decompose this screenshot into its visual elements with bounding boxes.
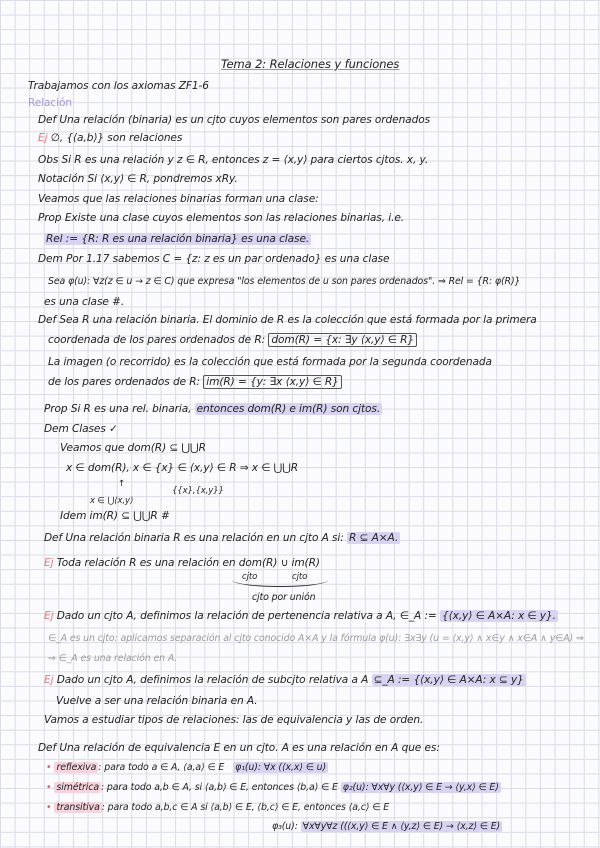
- reflexive-text: : para todo a ∈ A, ⟨a,a⟩ ∈ E: [98, 762, 225, 773]
- es-clase-line: es una clase #.: [44, 296, 125, 308]
- example-label: Ej: [38, 132, 48, 144]
- definition-image-2: [48, 375, 342, 389]
- transitive-text: : para todo a,b,c ∈ A si ⟨a,b⟩ ∈ E, ⟨b,c⟩ ∈ E, entonces ⟨a,c⟩ ∈ E: [101, 802, 390, 813]
- bullet-icon: •: [46, 782, 52, 793]
- symmetric-formula: φ₂(u): ∀x∀y (⟨x,y⟩ ∈ E → ⟨y,x⟩ ∈ E): [342, 782, 499, 793]
- example-3-note-2: ⇒ ∈_A es una relación en A.: [48, 653, 178, 664]
- transitive-item: [46, 801, 389, 815]
- definition-equivalence: Def Una relación de equivalencia E en un cjto. A es una relación en A que es:: [38, 742, 440, 754]
- bullet-icon: •: [46, 802, 52, 813]
- definition-relation-in-set: [44, 531, 400, 545]
- example-text: ∅, {⟨a,b⟩} son relaciones: [50, 132, 183, 144]
- cjto-label-b: cjto: [292, 572, 308, 582]
- section-heading: Relación: [28, 97, 73, 109]
- proposition-2: [44, 402, 382, 416]
- cjto-label-a: cjto: [242, 572, 258, 582]
- example-3: [44, 609, 558, 623]
- prop2-text: Prop Si R es una rel. binaria,: [44, 403, 192, 415]
- transitive-formula-prefix: φ₃(u):: [272, 821, 298, 832]
- arrow-mark: ↑: [118, 479, 126, 489]
- vamos-line: Vamos a estudiar tipos de relaciones: las de equivalencia y las de orden.: [44, 714, 424, 726]
- definition-domain-1: Def Sea R una relación binaria. El dominio de R es la colección que está formada por la primera: [38, 314, 537, 326]
- example-3-highlight: {⟨x,y⟩ ∈ A×A: x ∈ y}.: [441, 610, 556, 622]
- example-label: Ej: [44, 610, 54, 622]
- example-label: Ej: [44, 674, 54, 686]
- reflexive-formula: φ₁(u): ∀x (⟨x,x⟩ ∈ u): [235, 762, 327, 773]
- domain-formula-box: dom(R) = {x: ∃y ⟨x,y⟩ ∈ R}: [268, 333, 417, 347]
- idem-line: Idem im(R) ⊆ ⋃⋃R #: [60, 510, 170, 522]
- demonstration-2: Dem Clases ✓: [44, 423, 118, 435]
- example-label: Ej: [44, 557, 54, 569]
- observation: Obs Si R es una relación y z ∈ R, entonces z = ⟨x,y⟩ para ciertos cjtos. x, y.: [38, 154, 429, 166]
- example-2: [44, 556, 320, 570]
- symmetric-text: : para todo a,b ∈ A, si ⟨a,b⟩ ∈ E, entonces ⟨b,a⟩ ∈ E: [100, 782, 338, 793]
- intro-line: Trabajamos con los axiomas ZF1-6: [28, 80, 209, 92]
- prop2-highlight: entonces dom(R) e im(R) son cjtos.: [196, 403, 381, 415]
- x-in-dom-line: x ∈ dom(R), x ∈ {x} ∈ ⟨x,y⟩ ∈ R ⇒ x ∈ ⋃⋃R: [66, 462, 299, 474]
- domain-text: coordenada de los pares ordenados de R:: [48, 334, 266, 346]
- cjto-por-union: cjto por unión: [252, 592, 316, 603]
- definition-domain-2: [48, 333, 417, 347]
- image-formula-box: im(R) = {y: ∃x ⟨x,y⟩ ∈ R}: [203, 375, 342, 389]
- notation: Notación Si ⟨x,y⟩ ∈ R, pondremos xRy.: [38, 173, 238, 185]
- reflexive-item: [46, 761, 328, 775]
- definition-relation: Def Una relación (binaria) es un cjto cuyos elementos son pares ordenados: [38, 114, 431, 126]
- veamos-line: Veamos que las relaciones binarias forman una clase:: [38, 193, 319, 205]
- example-text: Dado un cjto A, definimos la relación de subcjto relativa a A: [56, 674, 369, 686]
- example-text: Dado un cjto A, definimos la relación de pertenencia relativa a A, ∈_A :=: [56, 610, 437, 622]
- example-4: [44, 673, 526, 687]
- definition-image-1: La imagen (o recorrido) es la colección que está formada por la segunda coordenada: [48, 356, 492, 368]
- transitive-formula: ∀x∀y∀z ((⟨x,y⟩ ∈ E ∧ ⟨y,z⟩ ∈ E) → ⟨x,z⟩ ∈ E): [302, 821, 501, 832]
- demonstration-1: Dem Por 1.17 sabemos C = {z: z es un par ordenado} es una clase: [38, 253, 390, 265]
- veamos-dom: Veamos que dom(R) ⊆ ⋃⋃R: [60, 442, 206, 454]
- reflexive-label: reflexiva: [56, 762, 97, 773]
- sub-note-2: {{x},{x,y}}: [172, 486, 224, 496]
- rel-class-definition: [44, 232, 311, 246]
- transitive-formula-line: [272, 820, 502, 834]
- example-text: Toda relación R es una relación en dom(R) ∪ im(R): [56, 557, 320, 569]
- def4-highlight: R ⊆ A×A.: [349, 532, 399, 544]
- bullet-icon: •: [46, 762, 52, 773]
- example-1: [38, 131, 182, 145]
- vuelve-line: Vuelve a ser una relación binaria en A.: [56, 695, 258, 707]
- symmetric-label: simétrica: [56, 782, 99, 793]
- symmetric-item: [46, 781, 501, 795]
- page-title: Tema 2: Relaciones y funciones: [221, 57, 400, 71]
- transitive-label: transitiva: [56, 802, 100, 813]
- example-4-highlight: ⊆_A := {⟨x,y⟩ ∈ A×A: x ⊆ y}: [373, 674, 524, 686]
- sub-note-1: x ∈ ⋃⟨x,y⟩: [90, 496, 134, 506]
- example-3-note-1: ∈_A es un cjto: aplicamos separación al cjto conocido A×A y la fórmula φ(u): ∃x∃y (u = ⟨x,y⟩ ∧ x∈y ∧ x∈A ∧ y∈A) ⇒: [48, 633, 584, 644]
- rel-class-highlight: Rel := {R: R es una relación binaria} es una clase.: [46, 233, 310, 245]
- sea-line: Sea φ(u): ∀z(z ∈ u → z ∈ C) que expresa "los elementos de u son pares ordenados". ⇒ Rel = {R: φ(R)}: [48, 276, 521, 287]
- image-text: de los pares ordenados de R:: [48, 376, 201, 388]
- proposition-1: Prop Existe una clase cuyos elementos son las relaciones binarias, i.e.: [38, 212, 405, 224]
- underbrace: [232, 580, 328, 587]
- def4-text: Def Una relación binaria R es una relación en un cjto A si:: [44, 532, 344, 544]
